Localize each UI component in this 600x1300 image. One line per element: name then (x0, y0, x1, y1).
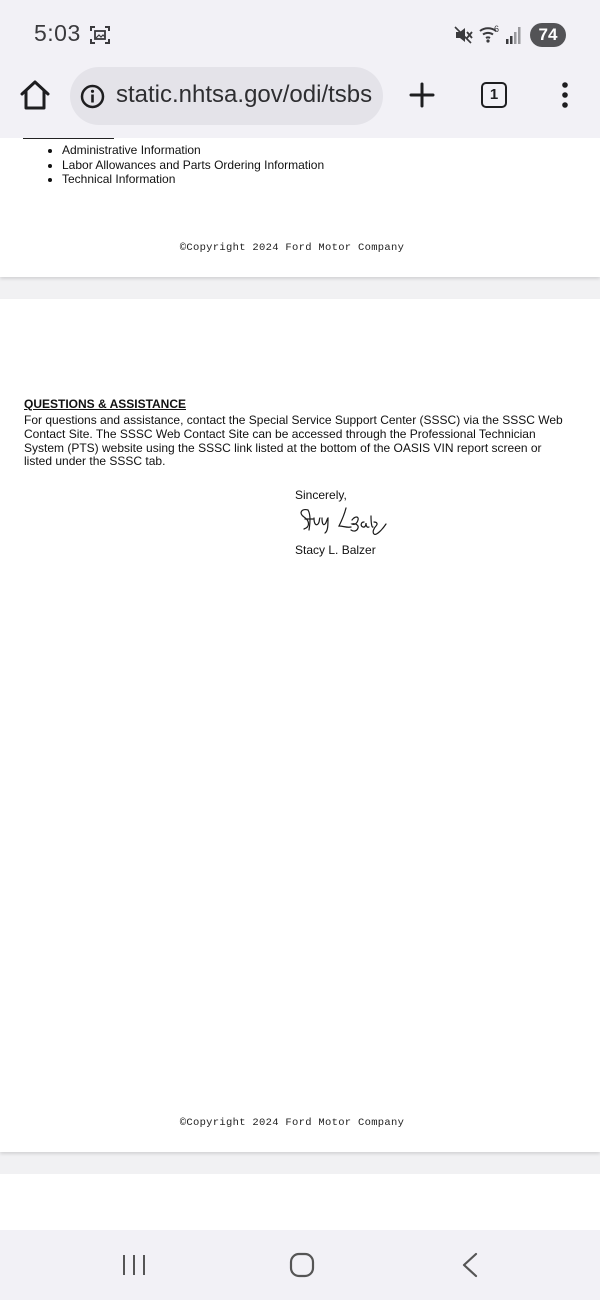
closing-text: Sincerely, (295, 488, 347, 502)
bullet-list (40, 143, 324, 187)
status-time: 5:03 (34, 20, 81, 46)
battery-indicator: 74 (530, 23, 566, 47)
recent-apps-icon[interactable] (121, 1254, 147, 1276)
list-item: • Technical Information (62, 172, 324, 187)
more-vert-icon[interactable] (556, 80, 574, 110)
home-icon[interactable] (18, 78, 52, 112)
heading-underline (23, 138, 114, 139)
mute-icon (453, 25, 473, 45)
list-item: • Labor Allowances and Parts Ordering Information (62, 158, 324, 173)
tab-switcher-button[interactable]: 1 (481, 82, 507, 108)
url-text: static.nhtsa.gov/odi/tsbs (116, 81, 373, 108)
status-bar (0, 0, 600, 66)
document-page (0, 138, 600, 277)
copyright-footer: ©Copyright 2024 Ford Motor Company (179, 242, 405, 254)
signal-icon (505, 25, 523, 45)
document-page (0, 1174, 600, 1230)
signature-image (296, 502, 402, 542)
home-circle-icon[interactable] (289, 1252, 315, 1278)
system-nav-bar (0, 1230, 600, 1300)
address-bar[interactable] (70, 67, 383, 125)
section-body: For questions and assistance, contact the Special Service Support Center (SSSC) via the SSSC Web Contact Site. The SSSC Web Contact Site can be accessed through the Professional Technician System (PTS) website using the SSSC link listed at the bottom of the OASIS VIN report screen or listed under the SSSC tab. (24, 413, 563, 469)
copyright-footer: ©Copyright 2024 Ford Motor Company (179, 1117, 405, 1129)
list-item: • Administrative Information (62, 143, 324, 158)
document-page (0, 299, 600, 1152)
screenshot-icon (89, 24, 111, 46)
section-heading: QUESTIONS & ASSISTANCE (24, 397, 187, 411)
back-icon[interactable] (460, 1252, 480, 1278)
browser-toolbar (0, 66, 600, 139)
plus-icon[interactable] (407, 80, 437, 110)
info-icon[interactable] (80, 84, 105, 109)
signer-name: Stacy L. Balzer (295, 543, 376, 557)
pdf-viewer[interactable] (0, 138, 600, 1230)
wifi-generation: 6 (494, 24, 500, 34)
